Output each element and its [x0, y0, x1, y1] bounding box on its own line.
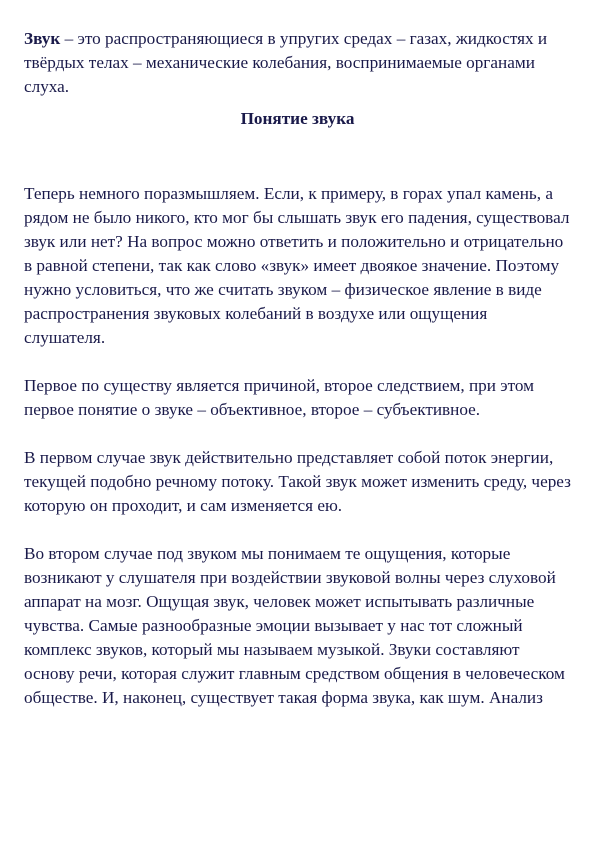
- body-paragraph-3: В первом случае звук действительно представляет собой поток энергии, текущей подобно речному потоку. Такой звук может изменить среду, через которую он проходит, и сам изменяется ею.: [24, 448, 571, 515]
- body-paragraph-1: Теперь немного поразмышляем. Если, к примеру, в горах упал камень, а рядом не было никого, кто мог бы слышать звук его падения, существовал звук или нет? На вопрос можно ответить и положительно и отрицательно в равной степени, так как слово «звук» имеет двоякое значение. Поэтому нужно условиться, что же считать звуком – физическое явление в виде распространения звуковых колебаний в воздухе или ощущения слушателя.: [24, 184, 570, 347]
- definition-text: – это распространяющиеся в упругих средах – газах, жидкостях и твёрдых телах – механические колебания, воспринимаемые органами слуха.: [24, 29, 548, 96]
- definition-paragraph: [24, 27, 571, 99]
- definition-term: Звук: [24, 29, 61, 48]
- section-heading: Понятие звука: [240, 109, 355, 128]
- body-paragraph-4: Во втором случае под звуком мы понимаем те ощущения, которые возникают у слушателя при воздействии звуковой волны через слуховой аппарат на мозг. Ощущая звук, человек может испытывать различные чувства. Самые разнообразные эмоции вызывает у нас тот сложный комплекс звуков, который мы называем музыкой. Звуки составляют основу речи, которая служит главным средством общения в человеческом обществе. И, наконец, существует такая форма звука, как шум. Анализ: [24, 544, 565, 707]
- body-paragraph-2: Первое по существу является причиной, второе следствием, при этом первое понятие о звуке – объективное, второе – субъективное.: [24, 376, 535, 419]
